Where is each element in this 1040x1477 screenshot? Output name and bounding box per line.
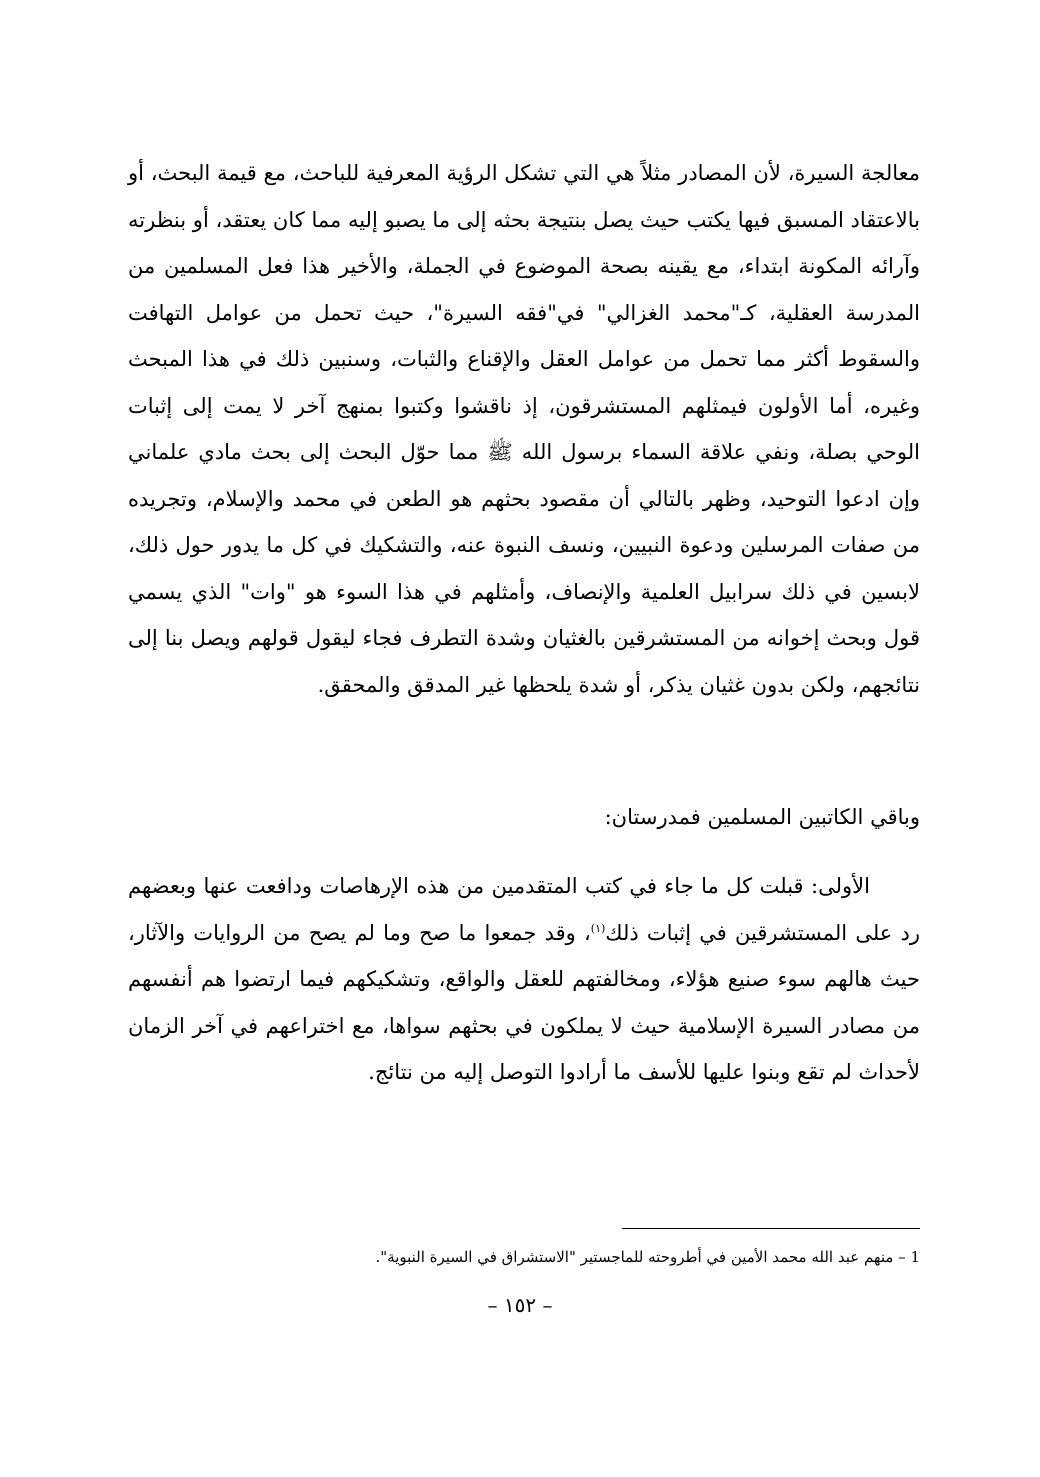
page-number: – ١٥٢ –: [487, 1293, 553, 1317]
paragraph-3-text-start: الأولى: قبلت كل ما جاء في كتب المتقدمين من هذه الإرهاصات ودافعت عنها وبعضهم رد على المستشرقين في إثبات ذلك: [128, 874, 920, 945]
body-paragraph-3: [128, 863, 920, 1096]
paragraph-3-text-end: ، وقد جمعوا ما صح وما لم يصح من الروايات والآثار، حيث هالهم سوء صنيع هؤلاء، ومخالفتهم للعقل والواقع، وتشكيكهم فيما ارتضوا هم أنفسهم من مصادر السيرة الإسلامية حيث لا يملكون في بحثهم سواها، مع اختراعهم في آخر الزمان لأحداث لم تقع وبنوا عليها للأسف ما أرادوا التوصل إليه من نتائج.: [128, 920, 920, 1084]
footnote-reference-1[interactable]: (١): [590, 921, 606, 935]
body-paragraph-2: وباقي الكاتبين المسلمين فمدرستان:: [604, 805, 920, 829]
body-paragraph-1: معالجة السيرة، لأن المصادر مثلاً هي التي تشكل الرؤية المعرفية للباحث، مع قيمة البحث، أو بالاعتقاد المسبق فيها يكتب حيث يصل بنتيجة بحثه إلى ما يصبو إليه مما كان يعتقد، أو بنظرته وآرائه المكونة ابتداء، مع يقينه بصحة الموضوع في الجملة، والأخير هذا فعل المسلمين من المدرسة العقلية، كـ"محمد الغزالي" في"فقه السيرة"، حيث تحمل من عوامل التهافت والسقوط أكثر مما تحمل من عوامل العقل والإقناع والثبات، وسنبين ذلك في هذا المبحث وغيره، أما الأولون فيمثلهم المستشرقون، إذ ناقشوا وكتبوا بمنهج آخر لا يمت إلى إثبات الوحي بصلة، ونفي علاقة السماء برسول الله ﷺ مما حوّل البحث إلى بحث مادي علماني وإن ادعوا التوحيد، وظهر بالتالي أن مقصود بحثهم هو الطعن في محمد والإسلام، وتجريده من صفات المرسلين ودعوة النبيين، ونسف النبوة عنه، والتشكيك في كل ما يدور حول ذلك، لابسين في ذلك سرابيل العلمية والإنصاف، وأمثلهم في هذا السوء هو "وات" الذي يسمي قول وبحث إخوانه من المستشرقين بالغثيان وشدة التطرف فجاء ليقول قولهم ويصل بنا إلى نتائجهم، ولكن بدون غثيان يذكر، أو شدة يلحظها غير المدقق والمحقق.: [128, 161, 920, 697]
footnote-divider: [622, 1228, 920, 1229]
footnote-1: 1 – منهم عبد الله محمد الأمين في أطروحته للماجستير "الاستشراق في السيرة النبوية".: [375, 1248, 920, 1266]
